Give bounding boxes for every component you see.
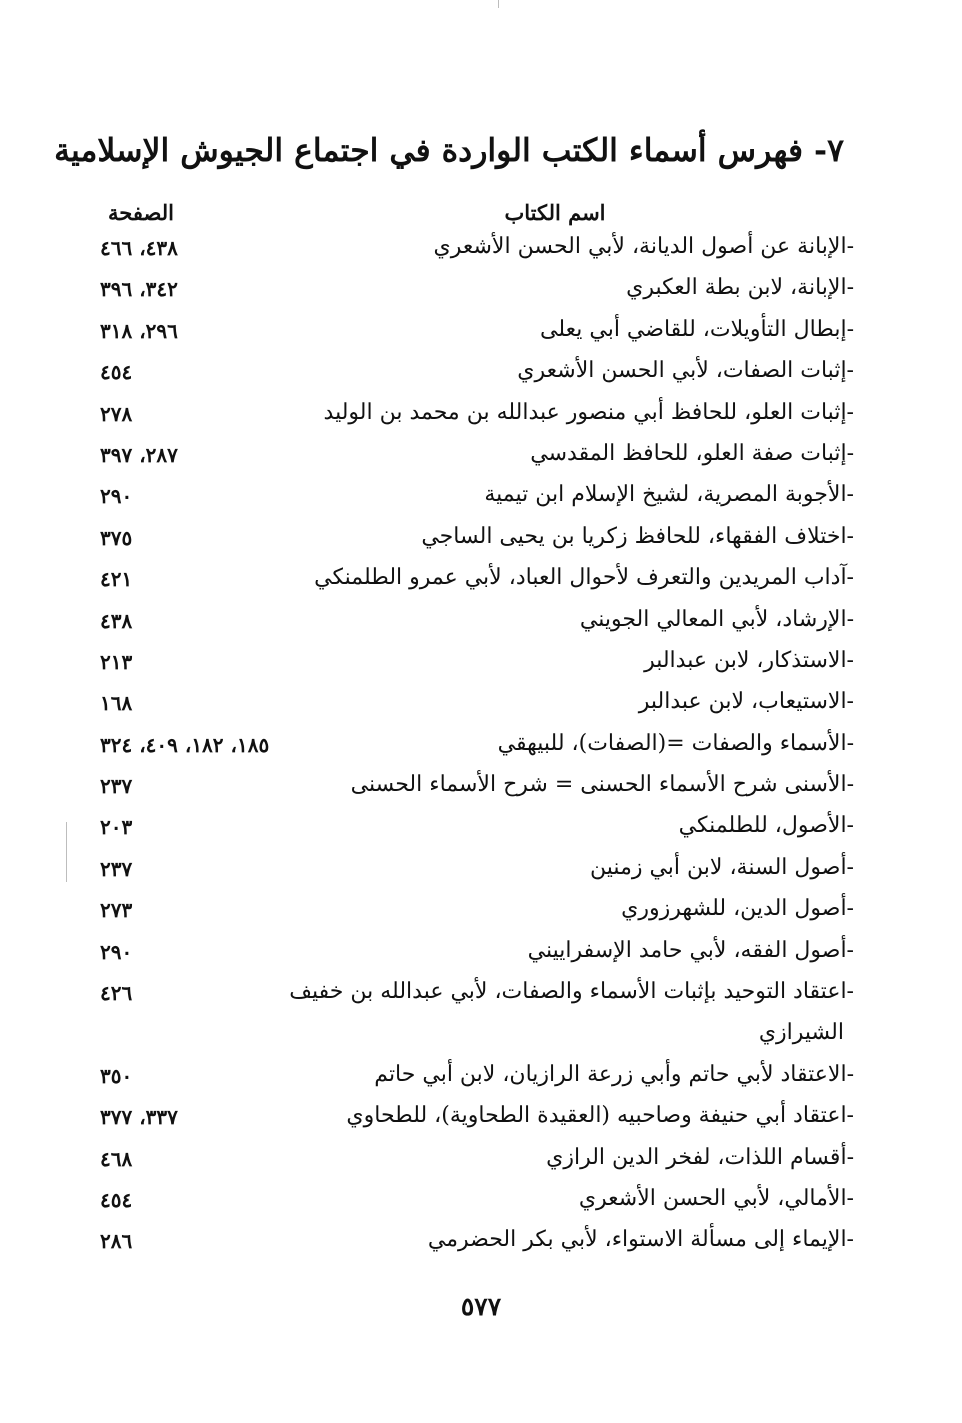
index-entry-pages: ٢٣٧ [100,774,133,799]
index-entry-book: -الأسنى شرح الأسماء الحسنى = شرح الأسماء الحسنى [350,772,854,798]
index-entry-pages: ٤٢٦ [100,981,133,1006]
index-entry [0,480,962,521]
index-entry-book: -إثبات العلو، للحافظ أبي منصور عبدالله بن محمد بن الوليد [323,399,854,425]
index-entry-book: -الأسماء والصفات =(الصفات)، للبيهقي [497,730,854,756]
index-entry [0,1143,962,1184]
index-entry [0,356,962,397]
index-entries-list [0,232,962,1267]
index-entry-pages: ٤٦٨ [100,1146,133,1171]
index-entry-book: -الاستذكار، لابن عبدالبر [644,647,854,673]
index-entry-pages: ٢٣٧ [100,856,133,881]
index-entry [0,729,962,770]
index-entry-pages: ٣٧٥ [100,525,133,550]
index-entry [0,977,962,1018]
index-entry [0,770,962,811]
index-entry-pages: ٢٠٣ [100,815,133,840]
index-entry [0,522,962,563]
index-entry-book: -الإبانة عن أصول الديانة، لأبي الحسن الأشعري [433,234,854,259]
index-entry-pages: ٢٧٣ [100,898,133,923]
index-entry-book: -اختلاف الفقهاء، للحافظ زكريا بن يحيى الساجي [421,523,854,549]
index-entry-book: -إثبات الصفات، لأبي الحسن الأشعري [517,358,854,384]
index-entry-pages: ٤٢١ [100,567,133,592]
index-entry-book: -الأجوبة المصرية، لشيخ الإسلام ابن تيمية [484,482,854,508]
index-entry-book: -الأصول، للطلمنكي [678,813,854,839]
index-entry-book-continuation: الشيرازي [758,1020,844,1046]
index-entry [0,563,962,604]
index-entry-pages: ١٦٨ [100,691,133,716]
index-entry-pages: ٣٣٧، ٣٧٧ [100,1105,178,1130]
index-entry-pages: ٢٨٧، ٣٩٧ [100,442,178,467]
index-entry-pages: ٣٤٢، ٣٩٦ [100,277,178,302]
index-entry [0,1225,962,1266]
index-entry-book: -اعتقاد أبي حنيفة وصاحبيه (العقيدة الطحاوية)، للطحاوي [346,1103,854,1129]
index-entry [0,1018,962,1059]
index-entry-book: -الإيماء إلى مسألة الاستواء، لأبي بكر الحضرمي [427,1227,854,1253]
index-entry [0,605,962,646]
index-entry [0,853,962,894]
index-entry-pages: ١٨٥، ١٨٢، ٤٠٩، ٣٢٤ [100,732,270,757]
page-number: ٥٧٧ [460,1292,502,1321]
index-entry [0,232,962,273]
index-entry-book: -الاستيعاب، لابن عبدالبر [638,689,854,715]
index-entry-pages: ٢١٣ [100,649,133,674]
index-entry-pages: ٤٣٨، ٤٦٦ [100,236,178,260]
index-entry [0,894,962,935]
index-entry [0,1101,962,1142]
index-entry [0,398,962,439]
index-entry [0,646,962,687]
column-header-page: الصفحة [108,200,174,225]
index-entry-book: -أصول السنة، لابن أبي زمنين [590,854,854,880]
index-entry-pages: ٢٩٦، ٣١٨ [100,318,178,343]
index-entry-book: -الأمالي، لأبي الحسن الأشعري [578,1185,854,1211]
index-entry [0,1060,962,1101]
index-entry-book: -إثبات صفة العلو، للحافظ المقدسي [530,440,854,466]
index-entry [0,273,962,314]
index-title: ٧- فهرس أسماء الكتب الواردة في اجتماع الجيوش الإسلامية [54,132,844,169]
index-entry-pages: ٢٩٠ [100,939,133,964]
index-entry-book: -آداب المريدين والتعرف لأحوال العباد، لأبي عمرو الطلمنكي [314,565,854,591]
index-entry-pages: ٢٨٦ [100,1229,133,1254]
index-entry-book: -أقسام اللذات، لفخر الدين الرازي [546,1144,854,1170]
column-header-book-name: اسم الكتاب [504,200,606,225]
index-entry [0,936,962,977]
index-entry-book: -الاعتقاد لأبي حاتم وأبي زرعة الرازيان، لابن أبي حاتم [374,1061,854,1087]
index-entry-pages: ٤٣٨ [100,608,133,633]
index-entry-pages: ٤٥٤ [100,360,133,385]
index-entry [0,811,962,852]
index-entry [0,687,962,728]
index-entry-pages: ٤٥٤ [100,1187,133,1212]
index-entry-book: -الإبانة، لابن بطة العكبري [626,275,854,301]
index-entry-book: -إبطال التأويلات، للقاضي أبي يعلى [540,316,854,342]
index-entry-pages: ٢٩٠ [100,484,133,509]
index-entry-book: -الإرشاد، لأبي المعالي الجويني [579,606,854,632]
index-entry [0,315,962,356]
index-entry [0,1184,962,1225]
index-entry-book: -اعتقاد التوحيد بإثبات الأسماء والصفات، لأبي عبدالله بن خفيف [289,979,854,1005]
index-entry [0,439,962,480]
index-entry-book: -أصول الفقه، لأبي حامد الإسفراييني [527,937,854,963]
index-entry-pages: ٣٥٠ [100,1063,133,1088]
scan-mark [498,0,499,8]
index-entry-pages: ٢٧٨ [100,401,133,426]
index-entry-book: -أصول الدين، للشهرزوري [621,896,854,922]
